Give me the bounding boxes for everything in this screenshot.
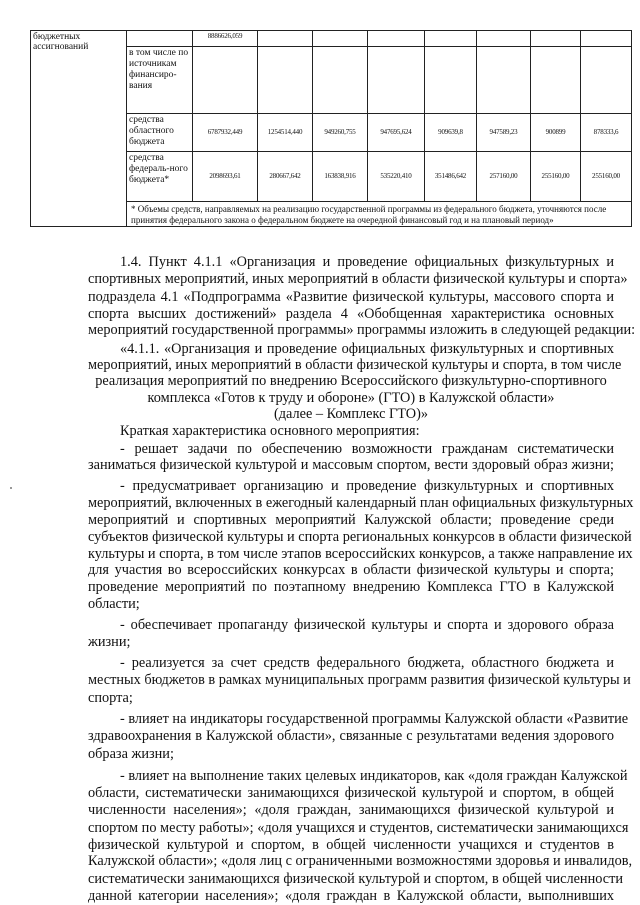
paragraph-line: местных бюджетов в рамках муниципальных программ развития физической культуры и <box>88 672 631 689</box>
table-footnote: * Объемы средств, направляемых на реализацию государственной программы из федерального бюджета, уточняются после принятия федерального закона о федеральном бюджете на очередной финансовый год и на плановый период» <box>127 202 632 227</box>
cell-value: 8886626,059 <box>193 31 258 47</box>
cell-value: 949260,755 <box>313 114 368 152</box>
cell-value: 6787932,449 <box>193 114 258 152</box>
paragraph-line: жизни; <box>88 634 131 650</box>
cell-value: 255160,00 <box>531 152 581 202</box>
cell-value: 878333,6 <box>581 114 632 152</box>
paragraph-line: систематически занимающихся физической культурой и спортом, в общей численности <box>88 870 623 887</box>
scan-speck <box>10 487 12 489</box>
paragraph-line: спорта высших достижений» раздела 4 «Обобщенная характеристика основных <box>88 305 614 322</box>
paragraph-line: - обеспечивает пропаганду физической культуры и спорта и здорового образа <box>120 616 614 633</box>
heading-line: (далее – Комплекс ГТО)» <box>273 406 429 422</box>
paragraph-line: заниматься физической культурой и массовым спортом, вести здоровый образ жизни; <box>88 456 614 473</box>
heading-line: комплекса «Готов к труду и обороне» (ГТО) в Калужской области» <box>147 389 555 406</box>
paragraph-line: области; <box>88 595 140 612</box>
row-label-sources: в том числе по источникам финансиро-вания <box>127 47 193 114</box>
cell-value: 2098693,61 <box>193 152 258 202</box>
cell-value: 351486,642 <box>425 152 477 202</box>
cell-value: 280667,642 <box>258 152 313 202</box>
paragraph-line: Краткая характеристика основного мероприятия: <box>120 423 420 440</box>
cell-value: 257160,00 <box>477 152 531 202</box>
paragraph-line: проведение мероприятий по поэтапному внедрению Комплекса ГТО в Калужской <box>88 579 614 596</box>
paragraph-line: образа жизни; <box>88 745 174 762</box>
paragraph-line: - влияет на выполнение таких целевых индикаторов, как «доля граждан Калужской <box>120 767 628 784</box>
paragraph-line: спортивных мероприятий, иных мероприятий в области физической культуры и спорта» <box>88 271 628 288</box>
paragraph-line: для участия во всероссийских конкурсах в области физической культуры и спорта; <box>88 561 614 578</box>
paragraph-line: численности населения»; «доля граждан, занимающихся физической культурой и <box>88 802 614 819</box>
paragraph-line: - предусматривает организацию и проведение физкультурных и спортивных <box>120 478 614 495</box>
paragraph-line: спорта; <box>88 689 133 706</box>
cell-value: 909639,8 <box>425 114 477 152</box>
cell-value: 255160,00 <box>581 152 632 202</box>
cell-value: 535220,410 <box>368 152 425 202</box>
row-label-federal: средства федераль-ного бюджета* <box>127 152 193 202</box>
paragraph-line: субъектов физической культуры и спорта региональных конкурсов в области физической <box>88 529 632 546</box>
paragraph-line: «4.1.1. «Организация и проведение официальных физкультурных и спортивных <box>120 340 614 357</box>
cell-value: 900899 <box>531 114 581 152</box>
cell-value: 947695,624 <box>368 114 425 152</box>
table-row <box>31 31 632 47</box>
paragraph-line: физической культурой и спортом, в общей численности учащихся и студентов в <box>88 837 614 853</box>
heading-line: мероприятий, иных мероприятий в области физической культуры и спорта, в том числе <box>88 356 622 373</box>
paragraph-line: культуры и спорта, в том числе этапов всероссийских конкурсов, а также направление их <box>88 545 633 562</box>
table-row <box>31 202 632 227</box>
paragraph-line: области, систематически занимающихся физической культурой и спортом, в общей <box>88 785 614 802</box>
paragraph-line: данной категории населения»; «доля граждан в Калужской области, выполнивших <box>88 888 614 904</box>
paragraph-line: Калужской области»; «доля лиц с ограниченными возможностями здоровья и инвалидов, <box>88 853 633 870</box>
cell-value: 1254514,440 <box>258 114 313 152</box>
paragraph-line: 1.4. Пункт 4.1.1 «Организация и проведение официальных физкультурных и <box>120 254 614 270</box>
paragraph-line: мероприятий, включенных в ежегодный календарный план официальных физкультурных <box>88 495 634 512</box>
paragraph-line: подраздела 4.1 «Подпрограмма «Развитие физической культуры, массового спорта и <box>88 288 614 305</box>
paragraph-line: - реализуется за счет средств федерального бюджета, областного бюджета и <box>120 655 614 672</box>
row-label-regional: средства областного бюджета <box>127 114 193 152</box>
paragraph-line: спортом по месту работы»; «доля учащихся и студентов, систематически занимающихся <box>88 819 629 836</box>
paragraph-line: - решает задачи по обеспечению возможности гражданам систематически <box>120 440 614 457</box>
paragraph-line: - влияет на индикаторы государственной программы Калужской области «Развитие <box>120 710 629 727</box>
heading-line: реализация мероприятий по внедрению Всероссийского физкультурно-спортивного <box>95 373 607 390</box>
paragraph-line: мероприятий государственной программы» программы изложить в следующей редакции: <box>88 322 636 339</box>
cell-value: 163838,916 <box>313 152 368 202</box>
cell-value: 947589,23 <box>477 114 531 152</box>
paragraph-line: здравоохранения в Калужской области», связанные с результатами ведения здорового <box>88 728 614 745</box>
row-label-budget: бюджетных ассигнований <box>31 31 127 202</box>
paragraph-line: мероприятий и спортивных мероприятий Калужской области; проведение среди <box>88 511 614 528</box>
budget-table <box>30 30 632 227</box>
